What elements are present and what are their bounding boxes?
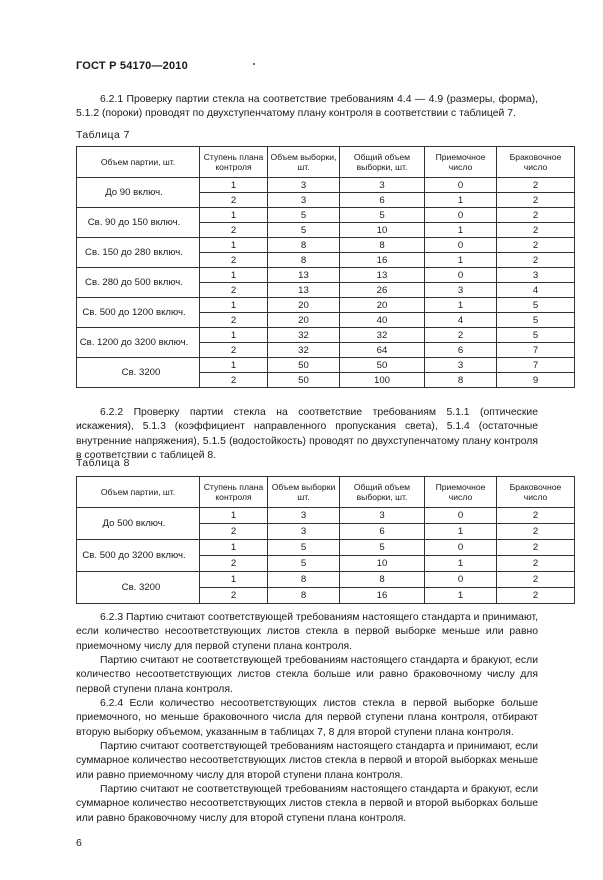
column-header: Браковочное число [497,147,575,178]
table-row [77,508,575,524]
table-cell: 1 [200,358,268,373]
table-cell: 2 [200,343,268,358]
table-8 [76,476,575,604]
table-cell: 7 [497,358,575,373]
table-cell: 13 [268,283,340,298]
table-cell: 6 [425,343,497,358]
table-row [77,208,575,223]
table-cell: 1 [200,238,268,253]
table-cell: 1 [200,208,268,223]
batch-size-cell: До 90 включ. [77,178,200,208]
column-header: Приемочное число [425,477,497,508]
table-cell: 2 [200,313,268,328]
table-cell: 2 [497,572,575,588]
table-cell: 2 [497,540,575,556]
paragraph-text: 6.2.1 Проверку партии стекла на соответствие требованиям 4.4 — 4.9 (размеры, форма), 5.1.2 (пороки) проводят по двухступенчатому плану контроля в соответствии с таблицей 7. [76,94,538,120]
table-cell: 9 [497,373,575,388]
table-row [77,178,575,193]
table-cell: 0 [425,268,497,283]
table-cell: 2 [497,588,575,604]
table-cell: 3 [268,524,340,540]
table-cell: 32 [340,328,425,343]
table-cell: 6 [340,524,425,540]
table-cell: 100 [340,373,425,388]
table-cell: 2 [425,328,497,343]
table-cell: 5 [497,328,575,343]
table-cell: 2 [200,556,268,572]
table-cell: 1 [200,572,268,588]
batch-size-cell: Св. 3200 [77,358,200,388]
table-cell: 1 [425,556,497,572]
table-cell: 5 [340,540,425,556]
table-row [77,268,575,283]
table-cell: 1 [425,524,497,540]
table-cell: 2 [497,238,575,253]
table-cell: 2 [497,223,575,238]
table-cell: 3 [340,508,425,524]
paragraph-6-2-3-reject [76,654,538,697]
table-cell: 3 [268,178,340,193]
table-cell: 2 [497,178,575,193]
table-cell: 2 [200,253,268,268]
column-header: Общий объем выборки, шт. [340,147,425,178]
table-row [77,540,575,556]
paragraph-6-2-4-reject [76,783,538,826]
table-cell: 2 [497,524,575,540]
table-cell: 20 [268,298,340,313]
column-header: Ступень плана контроля [200,147,268,178]
paragraph-text: 6.2.3 Партию считают соответствующей требованиям настоящего стандарта и принимают, если количество несоответствующих листов стекла в первой выборке меньше или равно приемочному числу для первой ступени плана контроля. [76,612,538,652]
table-cell: 13 [268,268,340,283]
column-header: Объем выборки, шт. [268,147,340,178]
table-cell: 20 [340,298,425,313]
paragraph-6-2-1 [76,93,538,122]
table-cell: 5 [268,223,340,238]
paragraph-6-2-3 [76,611,538,654]
paragraph-text: Партию считают не соответствующей требованиям настоящего стандарта и бракуют, если суммарное количество несоответствующих листов стекла в первой и второй выборках больше или равно браковочному числу для второй ступени плана контроля. [76,784,538,824]
table-cell: 4 [497,283,575,298]
table-cell: 0 [425,540,497,556]
table-cell: 1 [425,298,497,313]
table-cell: 16 [340,588,425,604]
paragraph-6-2-4 [76,697,538,740]
table-cell: 0 [425,238,497,253]
table-cell: 1 [200,178,268,193]
table-cell: 8 [268,253,340,268]
table-row [77,298,575,313]
table8-caption: Таблица 8 [76,458,130,469]
table-cell: 2 [497,508,575,524]
table-cell: 1 [200,328,268,343]
table-cell: 0 [425,572,497,588]
column-header: Браковочное число [497,477,575,508]
table-cell: 8 [425,373,497,388]
batch-size-cell: Св. 500 до 3200 включ. [77,540,200,572]
table-cell: 3 [425,358,497,373]
table-cell: 5 [268,556,340,572]
table-cell: 5 [340,208,425,223]
scan-speck [253,63,255,65]
table-cell: 1 [200,540,268,556]
column-header: Общий объем выборки, шт. [340,477,425,508]
table-cell: 6 [340,193,425,208]
column-header: Объем партии, шт. [77,477,200,508]
table-cell: 5 [268,208,340,223]
table-cell: 50 [268,358,340,373]
table-cell: 0 [425,508,497,524]
paragraph-text: Партию считают соответствующей требованиям настоящего стандарта и принимают, если суммарное количество несоответствующих листов стекла в первой и второй выборках меньше или равно приемочному числу для второй ступени плана контроля. [76,741,538,781]
batch-size-cell: До 500 включ. [77,508,200,540]
table-cell: 2 [200,193,268,208]
paragraph-text: 6.2.4 Если количество несоответствующих листов стекла в первой выборке больше приемочного, но меньше браковочного числа для первой ступени плана контроля, отбирают вторую выборку объемом, указанным в таблицах 7, 8 для второй ступени плана контроля. [76,698,538,738]
batch-size-cell: Св. 90 до 150 включ. [77,208,200,238]
table-cell: 2 [200,524,268,540]
table-row [77,572,575,588]
table-cell: 3 [497,268,575,283]
paragraph-text: 6.2.2 Проверку партии стекла на соответствие требованиям 5.1.1 (оптические искажения), 5.1.3 (коэффициент направленного пропускания света), 5.1.4 (остаточные внутренние напряжения), 5.1.5 (водостойкость) проводят по двухступенчатому плану контроля в соответствии с таблицей 8. [76,407,538,461]
table-cell: 2 [200,373,268,388]
table-cell: 26 [340,283,425,298]
table-cell: 1 [200,268,268,283]
table-cell: 4 [425,313,497,328]
table-cell: 8 [268,588,340,604]
table7-caption: Таблица 7 [76,130,130,141]
table-cell: 1 [425,223,497,238]
table-cell: 8 [340,572,425,588]
table-cell: 2 [497,193,575,208]
paragraph-6-2-2 [76,406,538,463]
table-cell: 1 [425,193,497,208]
table-cell: 7 [497,343,575,358]
table-cell: 2 [200,283,268,298]
table-cell: 13 [340,268,425,283]
table-row [77,328,575,343]
table-cell: 0 [425,178,497,193]
table-cell: 10 [340,223,425,238]
table-cell: 3 [425,283,497,298]
table-row [77,238,575,253]
table-cell: 8 [268,572,340,588]
doc-header: ГОСТ Р 54170—2010 [76,60,188,72]
table-cell: 5 [497,298,575,313]
column-header: Объем выборки шт. [268,477,340,508]
table-cell: 3 [268,193,340,208]
column-header: Приемочное число [425,147,497,178]
batch-size-cell: Св. 500 до 1200 включ. [77,298,200,328]
table-cell: 2 [497,253,575,268]
table-cell: 1 [425,588,497,604]
batch-size-cell: Св. 150 до 280 включ. [77,238,200,268]
table-header-row [77,477,575,508]
table-cell: 1 [425,253,497,268]
table-cell: 3 [340,178,425,193]
table-cell: 8 [268,238,340,253]
batch-size-cell: Св. 3200 [77,572,200,604]
table-cell: 8 [340,238,425,253]
column-header: Объем партии, шт. [77,147,200,178]
table-cell: 64 [340,343,425,358]
table-cell: 3 [268,508,340,524]
column-header: Ступень плана контроля [200,477,268,508]
table-cell: 2 [497,208,575,223]
paragraph-6-2-4-accept [76,740,538,783]
table-cell: 10 [340,556,425,572]
table-cell: 0 [425,208,497,223]
table-row [77,358,575,373]
table-cell: 20 [268,313,340,328]
table-cell: 1 [200,508,268,524]
table-cell: 32 [268,328,340,343]
table-cell: 32 [268,343,340,358]
batch-size-cell: Св. 1200 до 3200 включ. [77,328,200,358]
batch-size-cell: Св. 280 до 500 включ. [77,268,200,298]
table-cell: 2 [200,588,268,604]
table-cell: 16 [340,253,425,268]
paragraph-text: Партию считают не соответствующей требованиям настоящего стандарта и бракуют, если количество несоответствующих листов стекла больше или равно браковочному числу для первой ступени плана контроля. [76,655,538,695]
table-cell: 40 [340,313,425,328]
table-cell: 5 [497,313,575,328]
table-cell: 1 [200,298,268,313]
table-cell: 2 [497,556,575,572]
table-cell: 5 [268,540,340,556]
table-7 [76,146,575,388]
table-cell: 50 [340,358,425,373]
table-header-row [77,147,575,178]
table-cell: 50 [268,373,340,388]
table-cell: 2 [200,223,268,238]
page-number: 6 [76,838,82,849]
